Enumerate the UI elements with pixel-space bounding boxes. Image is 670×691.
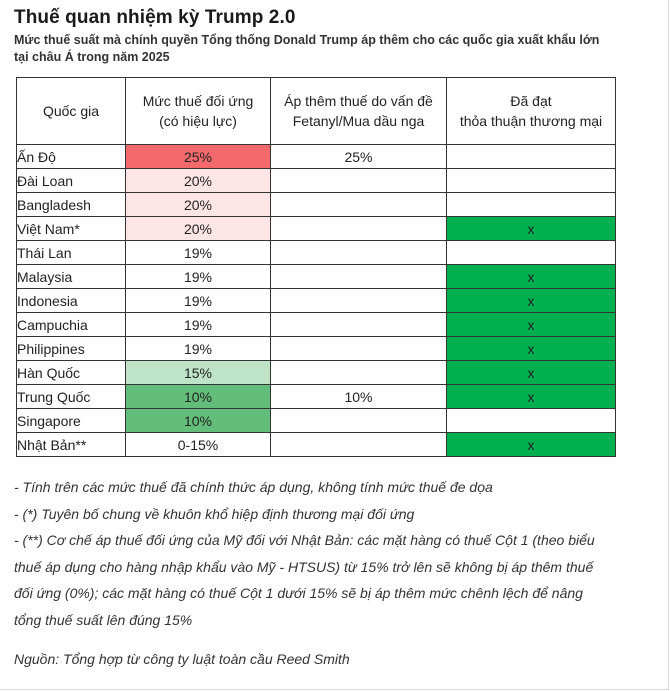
- table-row: [17, 241, 616, 265]
- trade-deal-cell: x: [447, 289, 616, 313]
- table-row: [17, 433, 616, 457]
- rate-cell: 19%: [126, 289, 271, 313]
- note-2: - (*) Tuyên bố chung về khuôn khổ hiệp định thương mại đối ứng: [14, 505, 415, 522]
- trade-deal-cell: [447, 409, 616, 433]
- country-cell: Bangladesh: [17, 193, 126, 217]
- source-note: Nguồn: Tổng hợp từ công ty luật toàn cầu Reed Smith: [14, 651, 350, 667]
- country-cell: Malaysia: [17, 265, 126, 289]
- page-subtitle: Mức thuế suất mà chính quyền Tổng thống Donald Trump áp thêm cho các quốc gia xuất khẩu lớn tại châu Á trong năm 2025: [14, 33, 600, 64]
- country-cell: Ấn Độ: [17, 145, 126, 169]
- extra-tariff-cell: [271, 337, 447, 361]
- table-row: [17, 289, 616, 313]
- header-country: Quốc gia: [17, 78, 126, 145]
- table-row: [17, 361, 616, 385]
- trade-deal-cell: [447, 241, 616, 265]
- trade-deal-cell: x: [447, 265, 616, 289]
- trade-deal-cell: [447, 193, 616, 217]
- rate-cell: 20%: [126, 193, 271, 217]
- country-cell: Nhật Bản**: [17, 433, 126, 457]
- rate-cell: 10%: [126, 385, 271, 409]
- extra-tariff-cell: [271, 289, 447, 313]
- country-cell: Singapore: [17, 409, 126, 433]
- rate-cell: 20%: [126, 217, 271, 241]
- header-trade-deal: Đã đạt thỏa thuận thương mại: [447, 78, 616, 145]
- extra-tariff-cell: [271, 193, 447, 217]
- notes: [14, 474, 614, 633]
- country-cell: Philippines: [17, 337, 126, 361]
- country-cell: Indonesia: [17, 289, 126, 313]
- rate-cell: 15%: [126, 361, 271, 385]
- trade-deal-cell: x: [447, 313, 616, 337]
- extra-tariff-cell: 25%: [271, 145, 447, 169]
- trade-deal-cell: x: [447, 433, 616, 457]
- tariff-table: [16, 77, 616, 457]
- trade-deal-cell: x: [447, 217, 616, 241]
- country-cell: Thái Lan: [17, 241, 126, 265]
- note-3: - (**) Cơ chế áp thuế đối ứng của Mỹ đối với Nhật Bản: các mặt hàng có thuế Cột 1 (theo biểu thuế áp dụng cho hàng nhập khẩu vào Mỹ - HTSUS) từ 15% trở lên sẽ không bị áp thêm thuế đối ứng (0%); các mặt hàng có thuế Cột 1 dưới 15% sẽ bị áp thêm mức chênh lệch để nâng tổng thuế suất lên đúng 15%: [14, 532, 595, 628]
- table-row: [17, 193, 616, 217]
- extra-tariff-cell: [271, 433, 447, 457]
- table-row: [17, 337, 616, 361]
- trade-deal-cell: x: [447, 361, 616, 385]
- note-1: - Tính trên các mức thuế đã chính thức áp dụng, không tính mức thuế đe dọa: [14, 479, 493, 495]
- extra-tariff-cell: [271, 169, 447, 193]
- country-cell: Việt Nam*: [17, 217, 126, 241]
- extra-tariff-cell: [271, 217, 447, 241]
- rate-cell: 25%: [126, 145, 271, 169]
- header-rate: Mức thuế đối ứng (có hiệu lực): [126, 78, 271, 145]
- trade-deal-cell: [447, 145, 616, 169]
- rate-cell: 19%: [126, 265, 271, 289]
- table-row: [17, 385, 616, 409]
- extra-tariff-cell: [271, 313, 447, 337]
- table-row: [17, 169, 616, 193]
- rate-cell: 19%: [126, 241, 271, 265]
- rate-cell: 10%: [126, 409, 271, 433]
- table-row: [17, 265, 616, 289]
- trade-deal-cell: x: [447, 337, 616, 361]
- extra-tariff-cell: [271, 361, 447, 385]
- rate-cell: 19%: [126, 313, 271, 337]
- extra-tariff-cell: 10%: [271, 385, 447, 409]
- trade-deal-cell: x: [447, 385, 616, 409]
- extra-tariff-cell: [271, 241, 447, 265]
- table-row: [17, 409, 616, 433]
- trade-deal-cell: [447, 169, 616, 193]
- rate-cell: 19%: [126, 337, 271, 361]
- table-row: [17, 313, 616, 337]
- country-cell: Campuchia: [17, 313, 126, 337]
- page-title: Thuế quan nhiệm kỳ Trump 2.0: [14, 7, 296, 28]
- rate-cell: 0-15%: [126, 433, 271, 457]
- table-row: [17, 217, 616, 241]
- header-extra-tariff: Áp thêm thuế do vấn đề Fetanyl/Mua dầu nga: [271, 78, 447, 145]
- table-row: [17, 145, 616, 169]
- rate-cell: 20%: [126, 169, 271, 193]
- country-cell: Hàn Quốc: [17, 361, 126, 385]
- country-cell: Đài Loan: [17, 169, 126, 193]
- extra-tariff-cell: [271, 265, 447, 289]
- table-header-row: [17, 78, 616, 145]
- extra-tariff-cell: [271, 409, 447, 433]
- country-cell: Trung Quốc: [17, 385, 126, 409]
